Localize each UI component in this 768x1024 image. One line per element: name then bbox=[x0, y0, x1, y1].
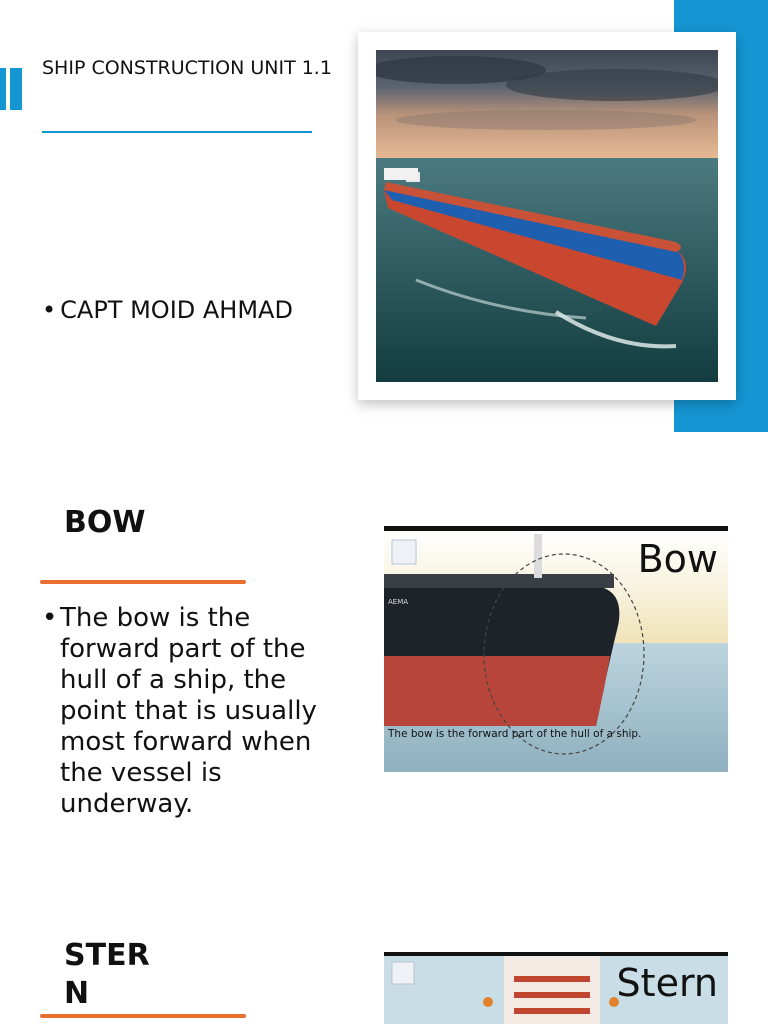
bow-description bbox=[42, 603, 352, 820]
bullet-dot: • bbox=[42, 603, 58, 633]
slide-title: SHIP CONSTRUCTION UNIT 1.1 bbox=[42, 57, 332, 79]
stern-image-label: Stern bbox=[616, 961, 718, 1005]
stern-heading-line2: N bbox=[64, 976, 90, 1011]
title-underline bbox=[42, 131, 312, 133]
title-slide bbox=[0, 0, 768, 450]
stern-heading bbox=[64, 937, 150, 1013]
author-name: CAPT MOID AHMAD bbox=[60, 296, 293, 324]
stern-heading-underline bbox=[40, 1014, 246, 1018]
bow-image-label: Bow bbox=[637, 537, 718, 581]
bow-heading: BOW bbox=[64, 505, 146, 540]
bow-illustration bbox=[384, 526, 728, 772]
bow-heading-underline bbox=[40, 580, 246, 584]
bow-image-caption: The bow is the forward part of the hull of a ship. bbox=[388, 728, 642, 740]
bow-description-text: The bow is the forward part of the hull of a ship, the point that is usually most forward when the vessel is underway. bbox=[60, 603, 317, 819]
ship-name: AEMA bbox=[388, 598, 409, 606]
bullet-dot: • bbox=[42, 296, 57, 324]
author-bullet bbox=[42, 296, 293, 324]
bulk-carrier-photo bbox=[376, 50, 718, 382]
stern-illustration bbox=[384, 952, 728, 1024]
stern-heading-line1: STER bbox=[64, 938, 150, 973]
